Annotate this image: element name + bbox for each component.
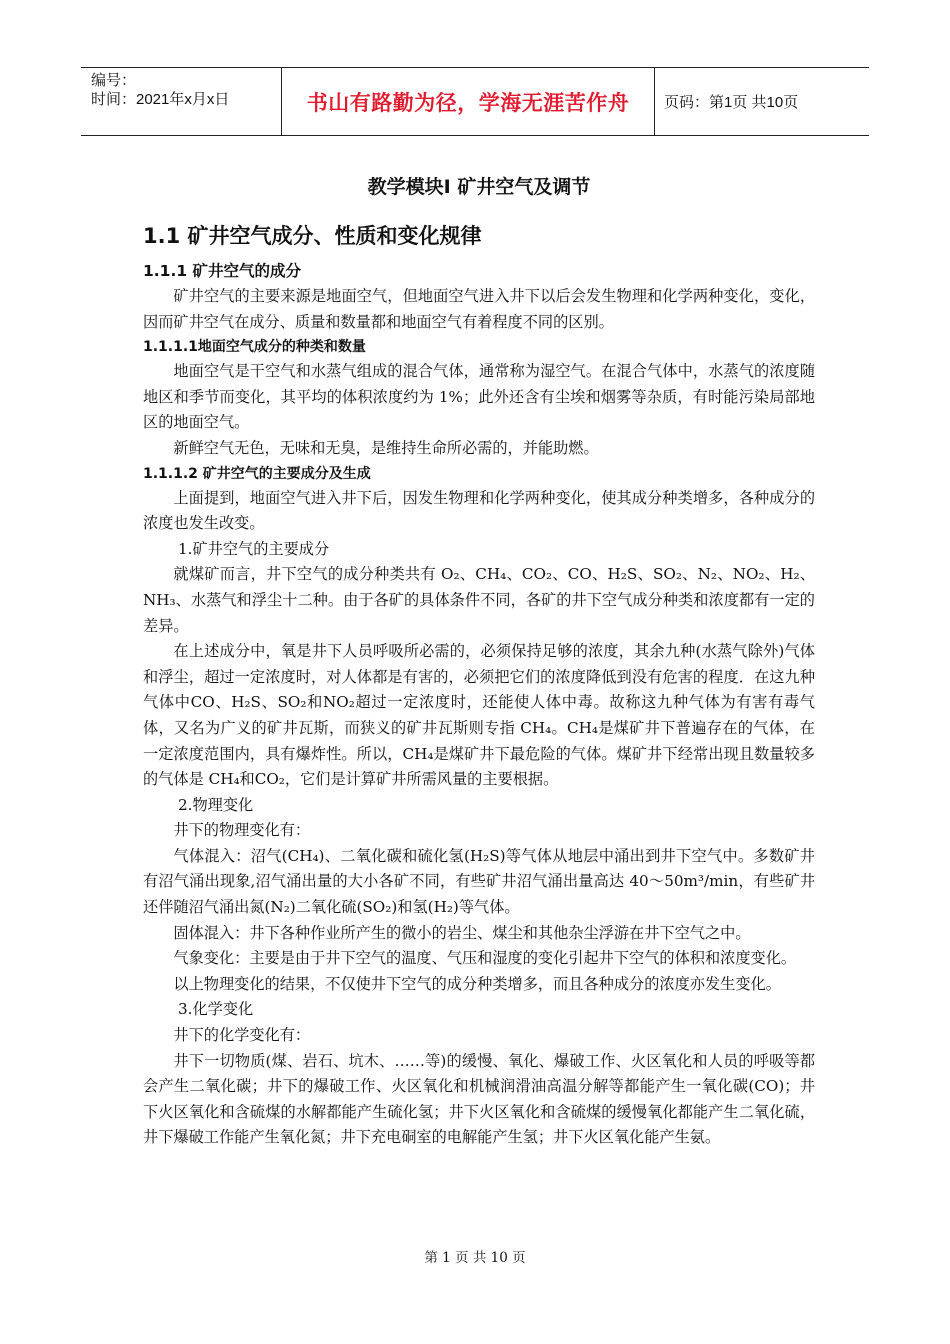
paragraph-intro: 矿井空气的主要来源是地面空气，但地面空气进入井下以后会发生物理和化学两种变化，变化，因而矿井空气在成分、质量和数量都和地面空气有着程度不同的区别。 <box>143 287 815 331</box>
page-header <box>81 67 869 136</box>
paragraph-solid-mixing: 固体混入：井下各种作业所产生的微小的岩尘、煤尘和其他杂尘浮游在井下空气之中。 <box>173 923 751 942</box>
page-footer: 第 1 页 共 10 页 <box>424 1250 526 1266</box>
item-heading-2: 2.物理变化 <box>177 795 254 814</box>
paragraph-physical-result: 以上物理变化的结果，不仅使井下空气的成分种类增多，而且各种成分的浓度亦发生变化。 <box>173 974 781 993</box>
section-heading-1-1-1-1: 1.1.1.1地面空气成分的种类和数量 <box>143 339 366 356</box>
section-heading-1-1-1: 1.1.1 矿井空气的成分 <box>143 262 302 280</box>
document-body <box>143 168 815 1151</box>
paragraph-chemical-intro: 井下的化学变化有： <box>173 1026 311 1045</box>
paragraph-surface-air: 地面空气是干空气和水蒸气组成的混合气体，通常称为湿空气。在混合气体中，水蒸气的浓度随地区和季节而变化，其平均的体积浓度约为 1%；此外还含有尘埃和烟雾等杂质，有时能污染局部地区的地面空气。 <box>143 362 815 432</box>
paragraph-components: 就煤矿而言，井下空气的成分种类共有 O₂、CH₄、CO₂、CO、H₂S、SO₂、N₂、NO₂、H₂、NH₃、水蒸气和浮尘十二种。由于各矿的具体条件不同，各矿的井下空气成分种类和浓度都有一定的差异。 <box>143 565 815 635</box>
number-label: 编号： <box>91 72 137 89</box>
header-meta <box>81 68 282 135</box>
header-page-info: 页码：第1页 共10页 <box>664 94 799 111</box>
paragraph-physical-intro: 井下的物理变化有： <box>173 821 311 840</box>
date-line: 时间：2021年x月x日 <box>91 91 230 108</box>
item-heading-3: 3.化学变化 <box>177 1000 254 1019</box>
header-motto: 书山有路勤为径，学海无涯苦作舟 <box>282 68 655 135</box>
paragraph-mine-air: 上面提到，地面空气进入井下后，因发生物理和化学两种变化，使其成分种类增多，各种成分的浓度也发生改变。 <box>143 488 815 533</box>
document-title: 教学模块Ⅰ 矿井空气及调节 <box>367 176 591 198</box>
item-heading-1: 1.矿井空气的主要成分 <box>177 539 330 558</box>
paragraph-weather-change: 气象变化：主要是由于井下空气的温度、气压和湿度的变化引起井下空气的体积和浓度变化。 <box>173 949 797 968</box>
section-heading-1-1-1-2: 1.1.1.2 矿井空气的主要成分及生成 <box>143 465 371 482</box>
paragraph-chemical: 井下一切物质(煤、岩石、坑木、……等)的缓慢、氧化、爆破工作、火区氧化和人员的呼吸等都会产生二氧化碳；井下的爆破工作、火区氧化和机械润滑油高温分解等都能产生一氧化碳(CO)；井下火区氧化和含硫煤的水解都能产生硫化氢；井下火区氧化和含硫煤的缓慢氧化都能产生二氧化硫，井下爆破工作能产生氧化氮；井下充电硐室的电解能产生氢；井下火区氧化能产生氨。 <box>143 1051 815 1147</box>
paragraph-fresh-air: 新鲜空气无色，无味和无臭，是维持生命所必需的，并能助燃。 <box>173 438 599 457</box>
paragraph-gas-mixing: 气体混入：沼气(CH₄)、二氧化碳和硫化氢(H₂S)等气体从地层中涌出到井下空气中。多数矿井有沼气涌出现象,沼气涌出量的大小各矿不同，有些矿井沼气涌出量高达 40～50m³/min，有些矿井还伴随沼气涌出氮(N₂)二氧化硫(SO₂)和氢(H₂)等气体。 <box>143 846 815 917</box>
section-heading-1-1: 1.1 矿井空气成分、性质和变化规律 <box>143 224 482 248</box>
paragraph-oxygen: 在上述成分中，氧是井下人员呼吸所必需的，必须保持足够的浓度，其余九种(水蒸气除外)气体和浮尘，超过一定浓度时，对人体都是有害的，必须把它们的浓度降低到没有危害的程度．在这九种气体中CO、H₂S、SO₂和NO₂超过一定浓度时，还能使人体中毒。故称这九种气体为有害有毒气体，又名为广义的矿井瓦斯，而狭义的矿井瓦斯则专指 CH₄。CH₄是煤矿井下普遍存在的气体，在一定浓度范围内，具有爆炸性。所以，CH₄是煤矿井下最危险的气体。煤矿井下经常出现且数量较多的气体是 CH₄和CO₂，它们是计算矿井所需风量的主要根据。 <box>143 642 815 789</box>
